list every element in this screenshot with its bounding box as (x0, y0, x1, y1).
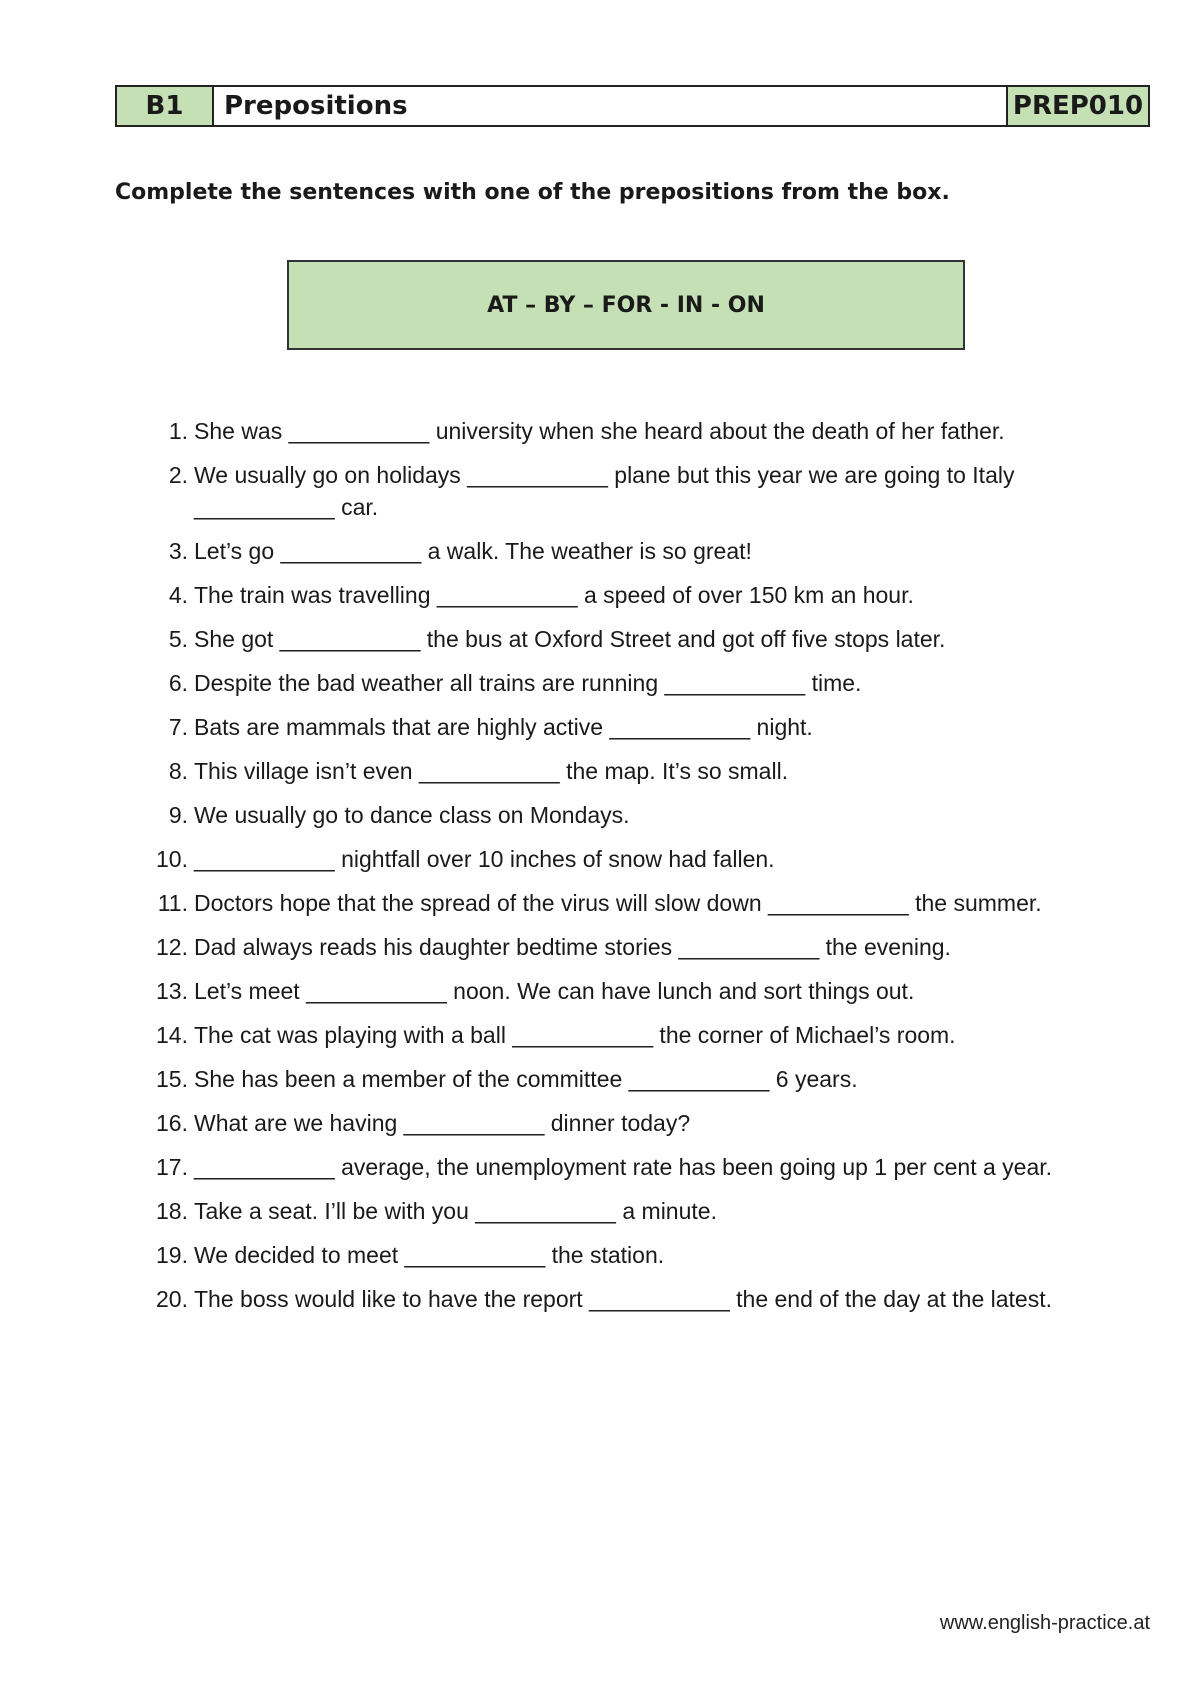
list-item: 7. Bats are mammals that are highly active ___________ night. (168, 714, 813, 740)
worksheet-title: Prepositions (214, 87, 1008, 125)
list-item: 4. The train was travelling ___________ a speed of over 150 km an hour. (168, 582, 914, 608)
list-item: 19. We decided to meet ___________ the station. (156, 1242, 665, 1268)
list-item: 14. The cat was playing with a ball ___________ the corner of Michael’s room. (156, 1022, 956, 1048)
list-item: 2. We usually go on holidays ___________ plane but this year we are going to Italy ___________ car. (168, 462, 1015, 520)
list-item: 1. She was ___________ university when she heard about the death of her father. (168, 418, 1005, 444)
level-badge: B1 (117, 87, 214, 125)
sentence-list (150, 415, 1110, 1327)
list-item: 16. What are we having ___________ dinner today? (156, 1110, 691, 1136)
list-item: 18. Take a seat. I’ll be with you ___________ a minute. (156, 1198, 717, 1224)
instruction-text: Complete the sentences with one of the prepositions from the box. (115, 180, 950, 205)
list-item: 15. She has been a member of the committee ___________ 6 years. (156, 1066, 858, 1092)
list-item: 6. Despite the bad weather all trains are running ___________ time. (168, 670, 862, 696)
word-box-text: AT – BY – FOR - IN - ON (487, 292, 765, 318)
list-item: 9. We usually go to dance class on Mondays. (168, 802, 630, 828)
list-item: 5. She got ___________ the bus at Oxford Street and got off five stops later. (168, 626, 946, 652)
word-box (287, 260, 965, 350)
footer-url: www.english-practice.at (939, 1612, 1150, 1634)
list-item: 10. ___________ nightfall over 10 inches of snow had fallen. (156, 846, 775, 872)
list-item: 20. The boss would like to have the report ___________ the end of the day at the latest. (156, 1286, 1052, 1312)
list-item: 8. This village isn’t even ___________ the map. It’s so small. (168, 758, 789, 784)
list-item: 12. Dad always reads his daughter bedtime stories ___________ the evening. (156, 934, 951, 960)
list-item: 11. Doctors hope that the spread of the virus will slow down ___________ the summer. (157, 890, 1042, 916)
worksheet-header (115, 85, 1150, 127)
list-item: 13. Let’s meet ___________ noon. We can have lunch and sort things out. (156, 978, 915, 1004)
list-item: 3. Let’s go ___________ a walk. The weather is so great! (168, 538, 752, 564)
list-item: 17. ___________ average, the unemployment rate has been going up 1 per cent a year. (156, 1154, 1053, 1180)
worksheet-code: PREP010 (1008, 87, 1148, 125)
